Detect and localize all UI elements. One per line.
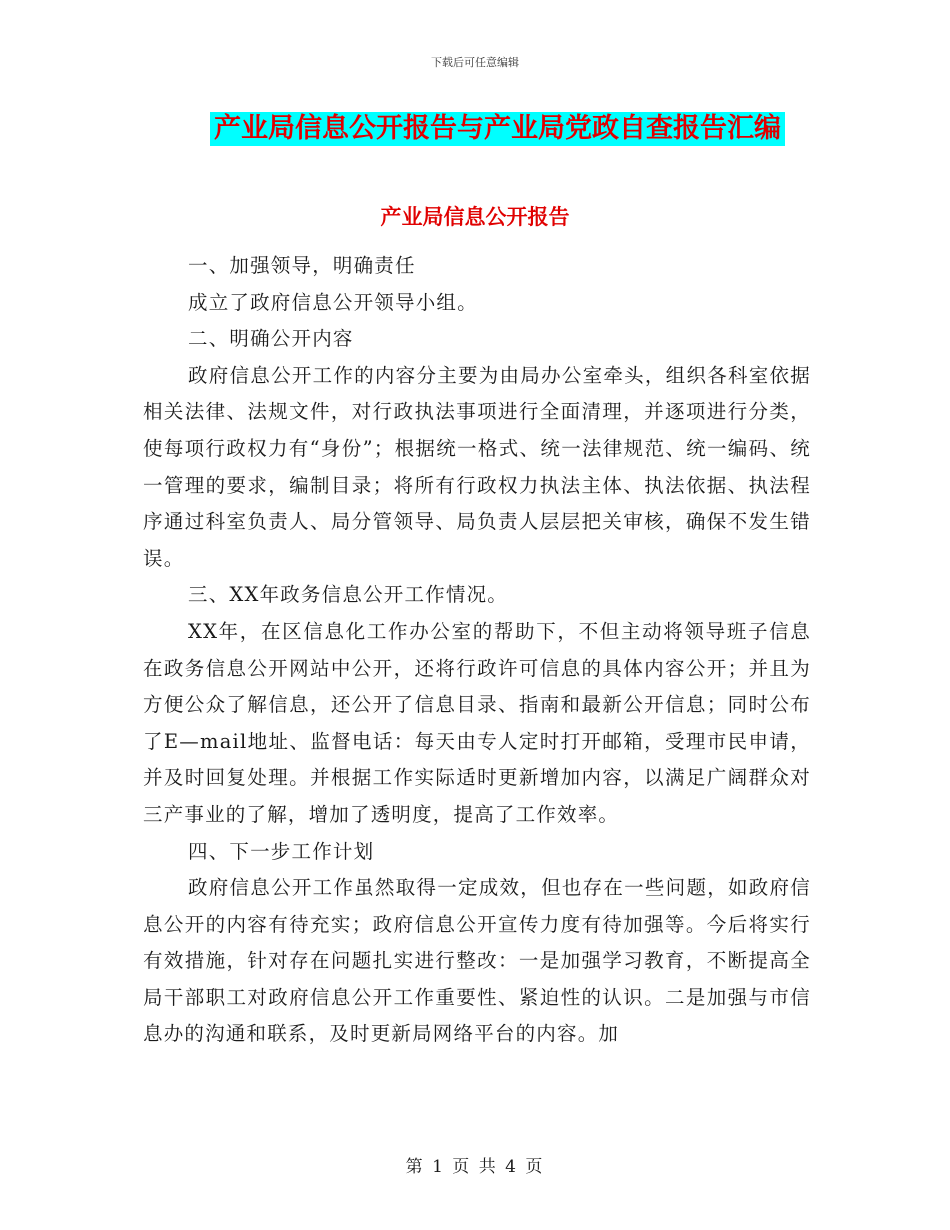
heading-2: 二、明确公开内容 — [188, 327, 354, 351]
header-note: 下载后可任意编辑 — [431, 56, 519, 69]
page-footer: 第 1 页 共 4 页 — [405, 1157, 545, 1177]
paragraph-4: 政府信息公开工作虽然取得一定成效，但也存在一些问题，如政府信息公开的内容有待充实；政府信息公开宣传力度有待加强等。今后将实行有效措施，针对存在问题扎实进行整改：一是加强学习教育，不断提高全局干部职工对政府信息公开工作重要性、紧迫性的认识。二是加强与市信息办的沟通和联系，及时更新局网络平台的内容。加 — [143, 876, 811, 1046]
document-title: 产业局信息公开报告与产业局党政自查报告汇编 — [210, 112, 785, 146]
document-title-container — [0, 112, 950, 146]
heading-3: 三、XX年政务信息公开工作情况。 — [188, 583, 508, 607]
heading-4: 四、下一步工作计划 — [188, 839, 375, 863]
heading-1: 一、加强领导，明确责任 — [188, 254, 416, 277]
paragraph-2: 政府信息公开工作的内容分主要为由局办公室牵头，组织各科室依据相关法律、法规文件，对行政执法事项进行全面清理，并逐项进行分类，使每项行政权力有“身份”；根据统一格式、统一法律规范、统一编码、统一管理的要求，编制目录；将所有行政权力执法主体、执法依据、执法程序通过科室负责人、局分管领导、局负责人层层把关审核，确保不发生错误。 — [143, 363, 811, 570]
section-title: 产业局信息公开报告 — [380, 205, 570, 229]
document-body — [143, 248, 811, 1053]
paragraph-3: XX年，在区信息化工作办公室的帮助下，不但主动将领导班子信息在政务信息公开网站中公开，还将行政许可信息的具体内容公开；并且为方便公众了解信息，还公开了信息目录、指南和最新公开信息；同时公布了E—mail地址、监督电话：每天由专人定时打开邮箱，受理市民申请，并及时回复处理。并根据工作实际适时更新增加内容，以满足广阔群众对三产事业的了解，增加了透明度，提高了工作效率。 — [143, 619, 811, 826]
paragraph-1: 成立了政府信息公开领导小组。 — [188, 290, 478, 314]
